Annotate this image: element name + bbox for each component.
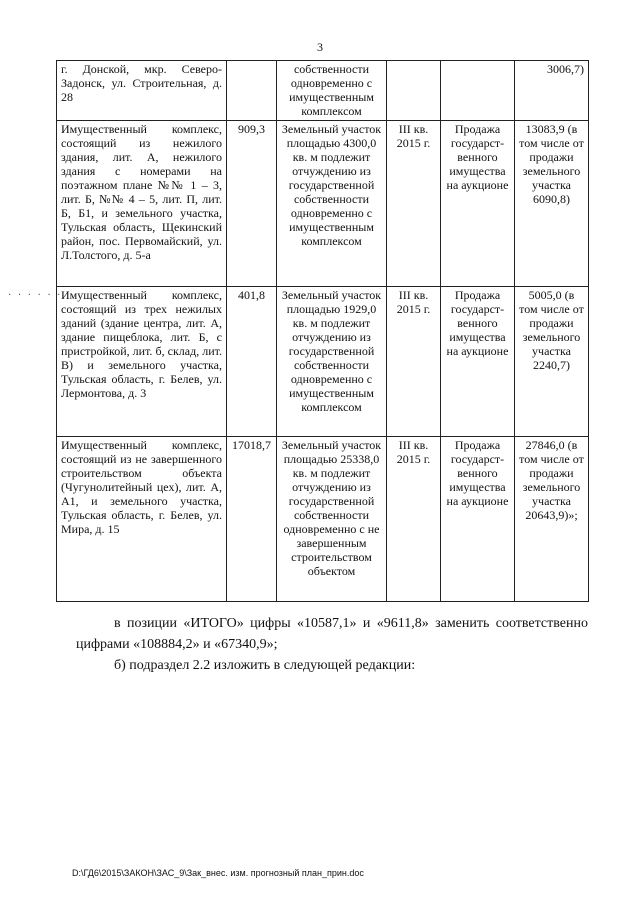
- revenue-cell: 27846,0 (в том числе от продажи земельного участка 20643,9)»;: [515, 437, 589, 602]
- subsection-paragraph: б) подраздел 2.2 изложить в следующей редакции:: [114, 658, 416, 673]
- land-cell: Земельный участок площадью 1929,0 кв. м подлежит отчуждению из государственной собственности одновременно с имущественным комплексом: [277, 287, 387, 437]
- method-cell: Продажа государст-венного имущества на аукционе: [441, 437, 515, 602]
- method-cell: Продажа государст-венного имущества на аукционе: [441, 287, 515, 437]
- margin-marks: · · · · · ·: [8, 290, 63, 301]
- file-path-footer: D:\ГД6\2015\ЗАКОН\ЗАС_9\Зак_внес. изм. прогнозный план_прин.doc: [72, 868, 364, 878]
- page-number: 3: [317, 40, 323, 54]
- object-cell: Имущественный комплекс, состоящий из трех нежилых зданий (здание центра, лит. А, здание пищеблока, лит. Б, с пристройкой, лит. б, склад, лит. В) и земельного участка, Тульская область, г. Белев, ул. Лермонтова, д. 3: [57, 287, 227, 437]
- area-cell: [227, 61, 277, 121]
- revenue-cell: 3006,7): [515, 61, 589, 121]
- area-cell: 909,3: [227, 121, 277, 287]
- area-cell: 17018,7: [227, 437, 277, 602]
- period-cell: III кв. 2015 г.: [387, 437, 441, 602]
- object-cell: Имущественный комплекс, состоящий из не завершенного строительством объекта (Чугунолитейный цех), лит. А, А1, и земельного участка, Тульская область, г. Белев, ул. Мира, д. 15: [57, 437, 227, 602]
- period-cell: III кв. 2015 г.: [387, 287, 441, 437]
- area-cell: 401,8: [227, 287, 277, 437]
- table-row: [57, 61, 589, 121]
- land-cell: Земельный участок площадью 4300,0 кв. м подлежит отчуждению из государственной собственности одновременно с имущественным комплексом: [277, 121, 387, 287]
- period-cell: [387, 61, 441, 121]
- table-row: [57, 287, 589, 437]
- period-cell: III кв. 2015 г.: [387, 121, 441, 287]
- land-cell: собственности одновременно с имущественным комплексом: [277, 61, 387, 121]
- method-cell: [441, 61, 515, 121]
- object-cell: Имущественный комплекс, состоящий из нежилого здания, лит. А, нежилого здания с номерами на поэтажном плане №№ 1 – 3, лит. Б, №№ 4 – 5, лит. П, лит. Б, Б1, и земельного участка, Тульская область, Щекинский район, пос. Первомайский, ул. Л.Толстого, д. 5-а: [57, 121, 227, 287]
- amendment-paragraph: в позиции «ИТОГО» цифры «10587,1» и «9611,8» заменить соответственно цифрами «108884,2» и «67340,9»;: [76, 616, 588, 652]
- table-row: [57, 437, 589, 602]
- object-cell: г. Донской, мкр. Северо-Задонск, ул. Строительная, д. 28: [57, 61, 227, 121]
- method-cell: Продажа государст-венного имущества на аукционе: [441, 121, 515, 287]
- land-cell: Земельный участок площадью 25338,0 кв. м подлежит отчуждению из государственной собственности одновременно с не завершенным строительством объектом: [277, 437, 387, 602]
- table-row: [57, 121, 589, 287]
- revenue-cell: 13083,9 (в том числе от продажи земельного участка 6090,8): [515, 121, 589, 287]
- revenue-cell: 5005,0 (в том числе от продажи земельного участка 2240,7): [515, 287, 589, 437]
- property-table: [56, 60, 589, 602]
